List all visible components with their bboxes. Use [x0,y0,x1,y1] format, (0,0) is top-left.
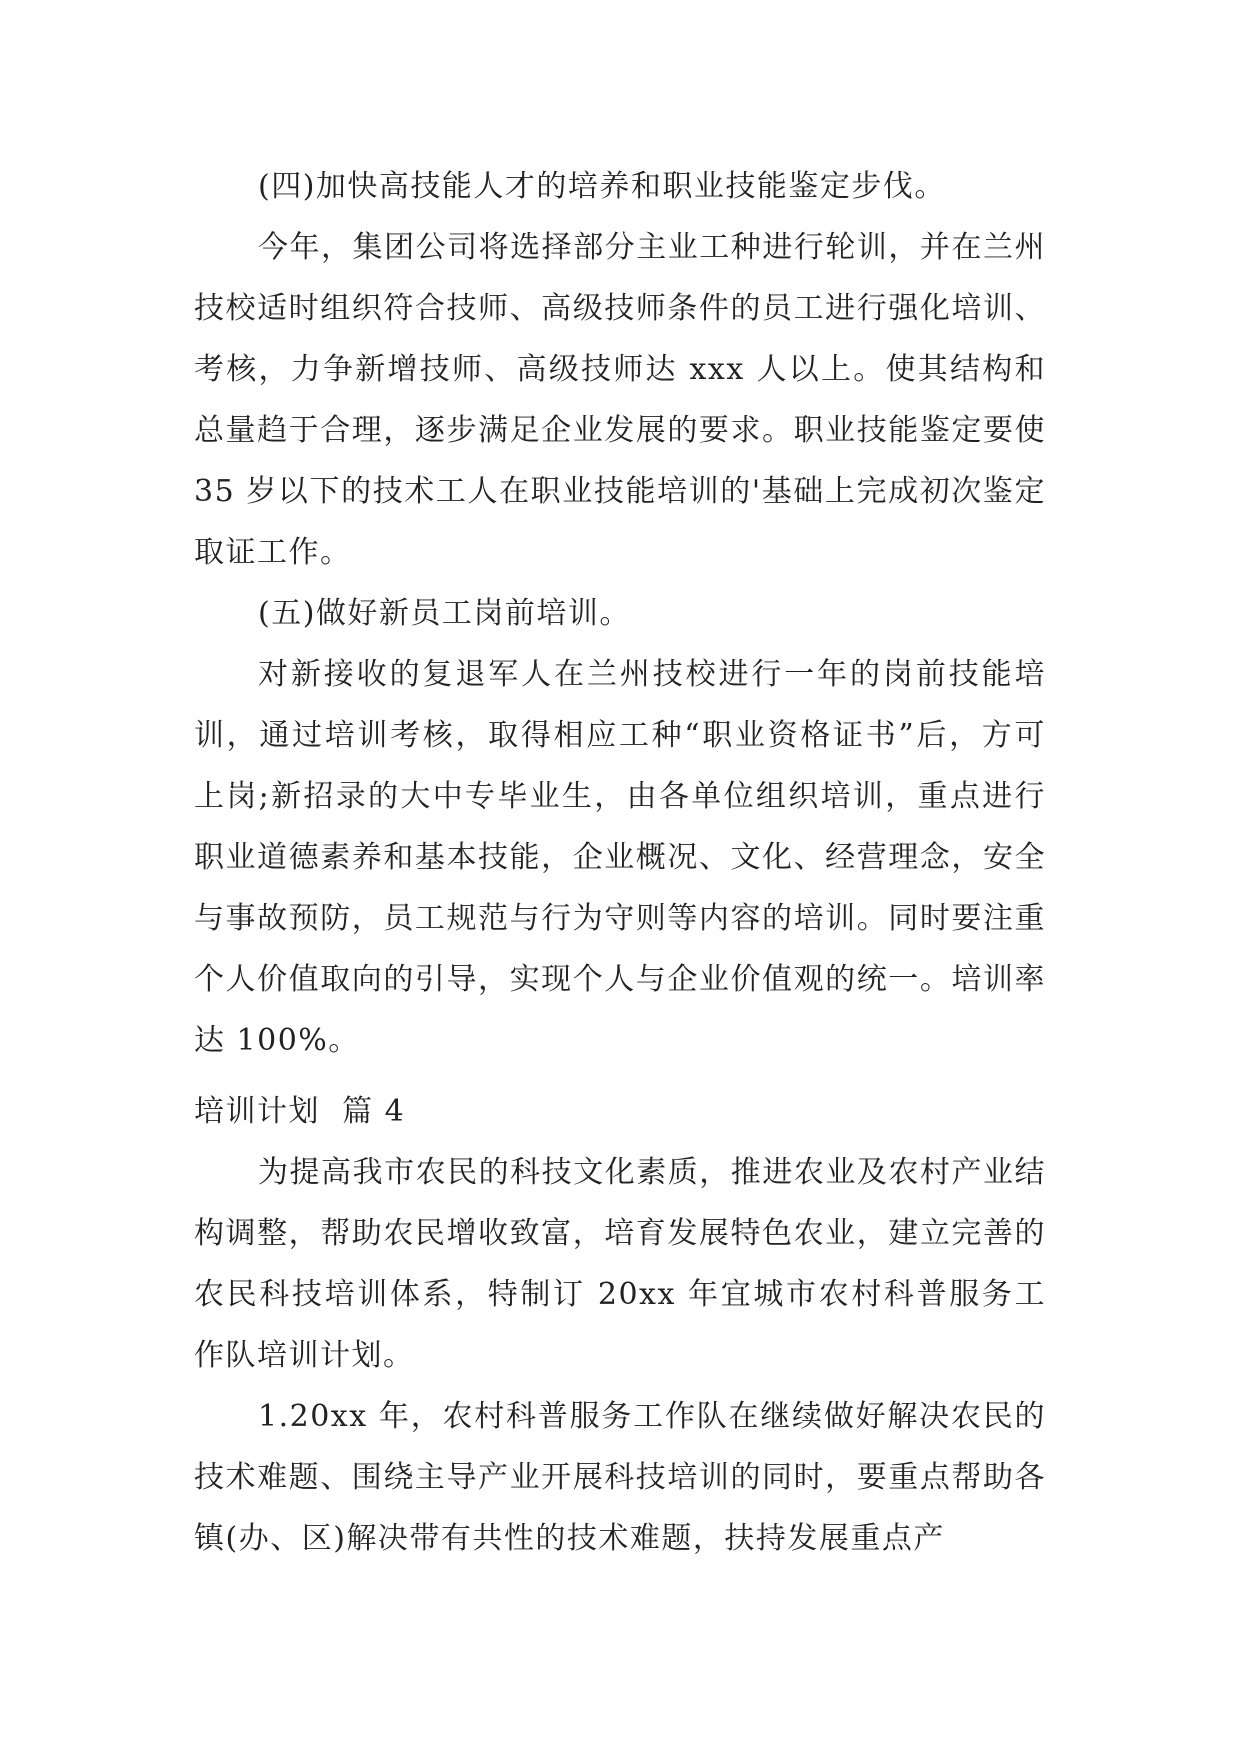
body-text-part2 [194,1142,1046,1569]
paragraph: 今年，集团公司将选择部分主业工种进行轮训，并在兰州技校适时组织符合技师、高级技师条件的员工进行强化培训、考核，力争新增技师、高级技师达 xxx 人以上。使其结构和总量趋于合理，逐步满足企业发展的要求。职业技能鉴定要使 35 岁以下的技术工人在职业技能培训的'基础上完成初次鉴定取证工作。 [194,230,1046,570]
paragraph-heading-4: (四)加快高技能人才的培养和职业技能鉴定步伐。 [258,169,946,204]
paragraph: 1.20xx 年，农村科普服务工作队在继续做好解决农民的技术难题、围绕主导产业开展科技培训的同时，要重点帮助各镇(办、区)解决带有共性的技术难题，扶持发展重点产 [194,1399,1046,1556]
section-heading: 培训计划 篇 4 [194,1094,406,1129]
paragraph: 对新接收的复退军人在兰州技校进行一年的岗前技能培训，通过培训考核，取得相应工种“职业资格证书”后，方可上岗;新招录的大中专毕业生，由各单位组织培训，重点进行职业道德素养和基本技能，企业概况、文化、经营理念，安全与事故预防，员工规范与行为守则等内容的培训。同时要注重个人价值取向的引导，实现个人与企业价值观的统一。培训率达 100%。 [194,657,1046,1058]
paragraph: 为提高我市农民的科技文化素质，推进农业及农村产业结构调整，帮助农民增收致富，培育发展特色农业，建立完善的农民科技培训体系，特制订 20xx 年宜城市农村科普服务工作队培训计划。 [194,1155,1046,1373]
paragraph-heading-5: (五)做好新员工岗前培训。 [258,596,631,631]
body-text-part1 [194,156,1046,1071]
